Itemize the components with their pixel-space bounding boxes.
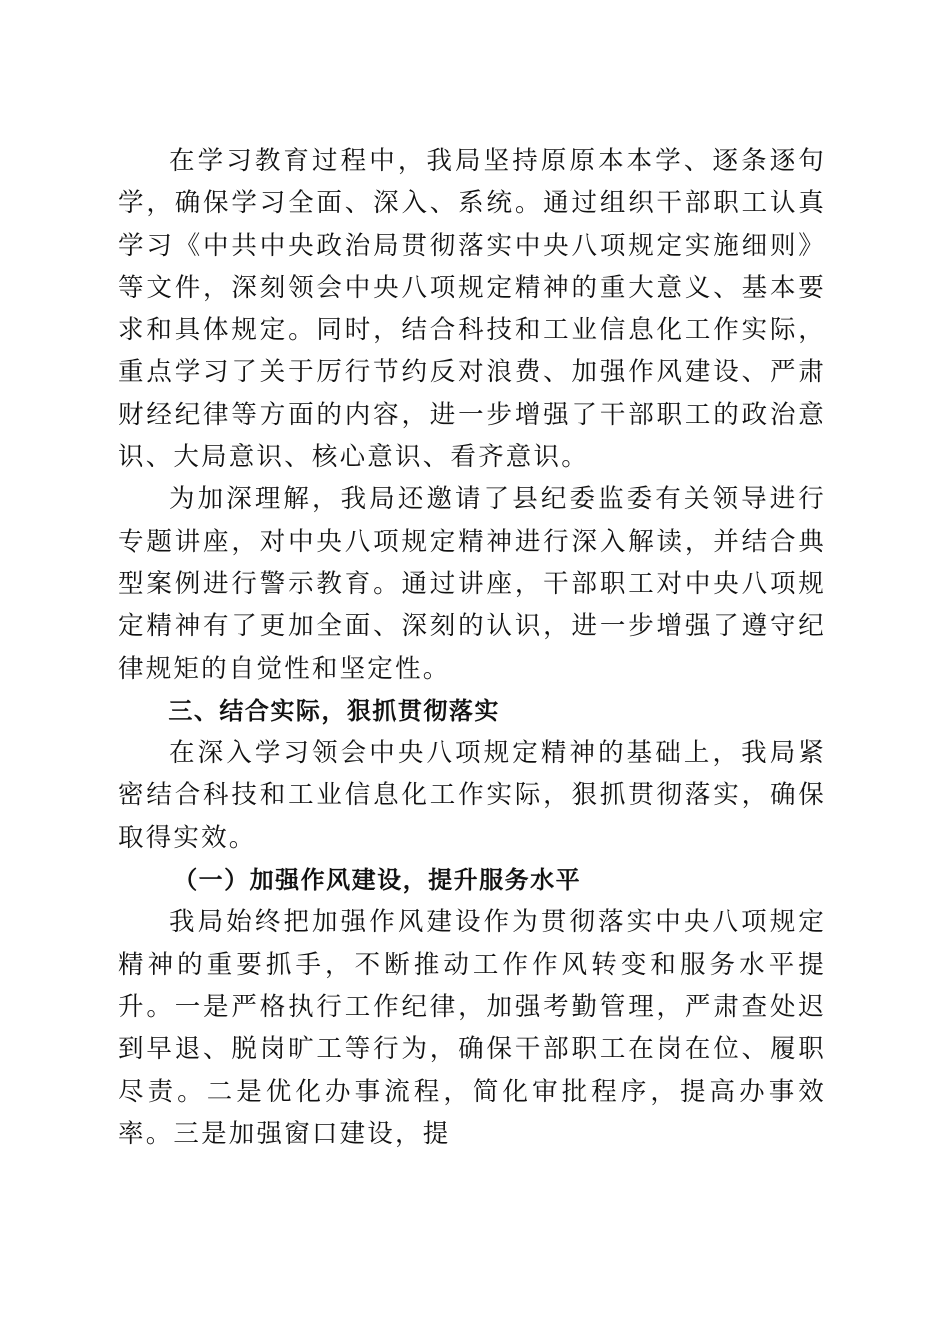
body-paragraph: 为加深理解，我局还邀请了县纪委监委有关领导进行专题讲座，对中央八项规定精神进行深入解读，并结合典型案例进行警示教育。通过讲座，干部职工对中央八项规定精神有了更加全面、深刻的认识，进一步增强了遵守纪律规矩的自觉性和坚定性。: [118, 484, 826, 684]
section-heading: 三、结合实际，狠抓贯彻落实: [168, 696, 500, 725]
body-paragraph: 在学习教育过程中，我局坚持原原本本学、逐条逐句学，确保学习全面、深入、系统。通过组织干部职工认真学习《中共中央政治局贯彻落实中央八项规定实施细则》等文件，深刻领会中央八项规定精神的重大意义、基本要求和具体规定。同时，结合科技和工业信息化工作实际，重点学习了关于厉行节约反对浪费、加强作风建设、严肃财经纪律等方面的内容，进一步增强了干部职工的政治意识、大局意识、核心意识、看齐意识。: [118, 146, 826, 473]
page-cutoff-container: [118, 901, 826, 1149]
document-body: [118, 140, 826, 1149]
subsection-heading: （一）加强作风建设，提升服务水平: [173, 865, 582, 895]
subsection-paragraph: 我局始终把加强作风建设作为贯彻落实中央八项规定精神的重要抓手，不断推动工作作风转变和服务水平提升。一是严格执行工作纪律，加强考勤管理，严肃查处迟到早退、脱岗旷工等行为，确保干部职工在岗在位、履职尽责。二是优化办事流程，简化审批程序，提高办事效率。三是加强窗口建设，提: [118, 907, 826, 1149]
section-paragraph: 在深入学习领会中央八项规定精神的基础上，我局紧密结合科技和工业信息化工作实际，狠抓贯彻落实，确保取得实效。: [118, 738, 826, 853]
